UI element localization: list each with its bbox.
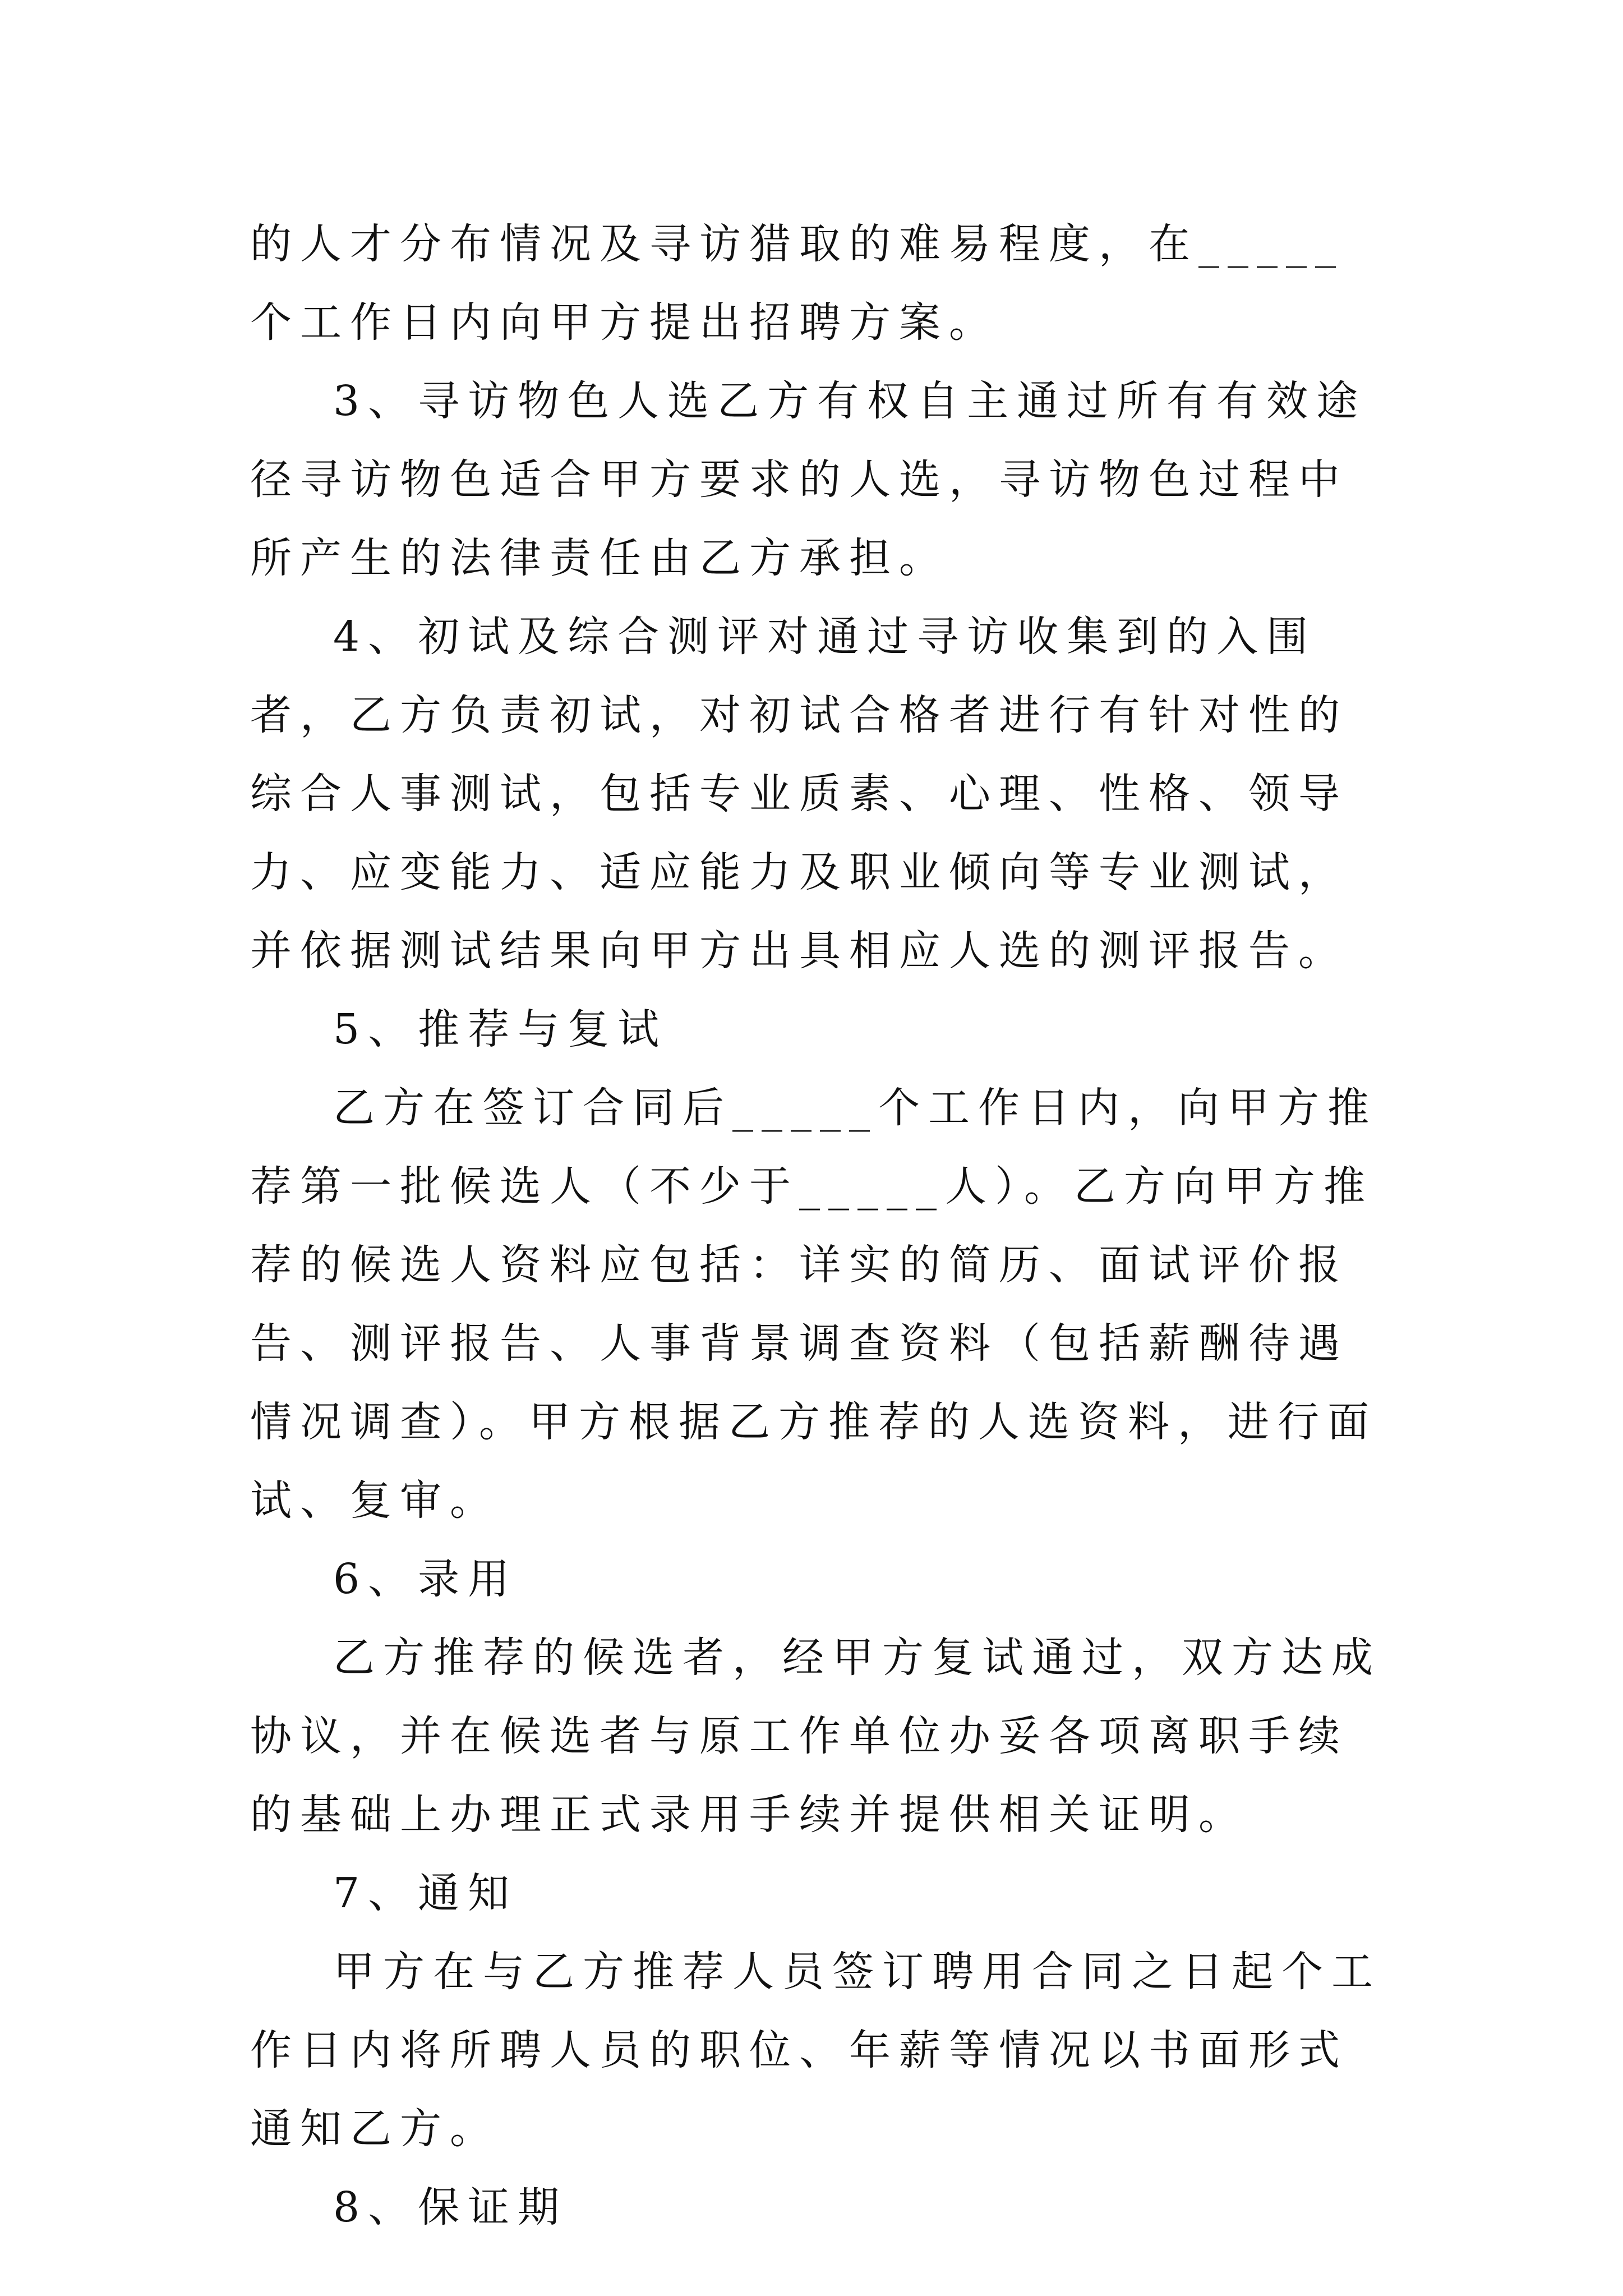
paragraph-continuation: 的人才分布情况及寻访猎取的难易程度，在_____个工作日内向甲方提出招聘方案。: [250, 220, 1344, 347]
section-heading-8: 8、保证期: [333, 2183, 568, 2231]
paragraph-notice: 甲方在与乙方推荐人员签订聘用合同之日起个工作日内将所聘人员的职位、年薪等情况以书面形式通知乙方。: [250, 1948, 1381, 2153]
section-heading-5: 5、推荐与复试: [333, 1005, 668, 1053]
paragraph-item-3: 3、寻访物色人选乙方有权自主通过所有有效途径寻访物色适合甲方要求的人选，寻访物色过程中所产生的法律责任由乙方承担。: [250, 377, 1367, 582]
section-heading-6: 6、录用: [333, 1555, 518, 1603]
paragraph-hiring: 乙方推荐的候选者，经甲方复试通过，双方达成协议，并在候选者与原工作单位办妥各项离职手续的基础上办理正式录用手续并提供相关证明。: [250, 1634, 1381, 1839]
document-body: [250, 205, 1385, 2247]
paragraph-recommendation: 乙方在签订合同后_____个工作日内，向甲方推荐第一批候选人（不少于_____人）。乙方向甲方推荐的候选人资料应包括：详实的简历、面试评价报告、测评报告、人事背景调查资料（包括薪酬待遇情况调查）。甲方根据乙方推荐的人选资料，进行面试、复审。: [250, 1084, 1377, 1525]
section-heading-7: 7、通知: [333, 1869, 518, 1917]
paragraph-item-4: 4、初试及综合测评对通过寻访收集到的入围者，乙方负责初试，对初试合格者进行有针对性的综合人事测试，包括专业质素、心理、性格、领导力、应变能力、适应能力及职业倾向等专业测试，并依据测试结果向甲方出具相应人选的测评报告。: [250, 613, 1348, 975]
